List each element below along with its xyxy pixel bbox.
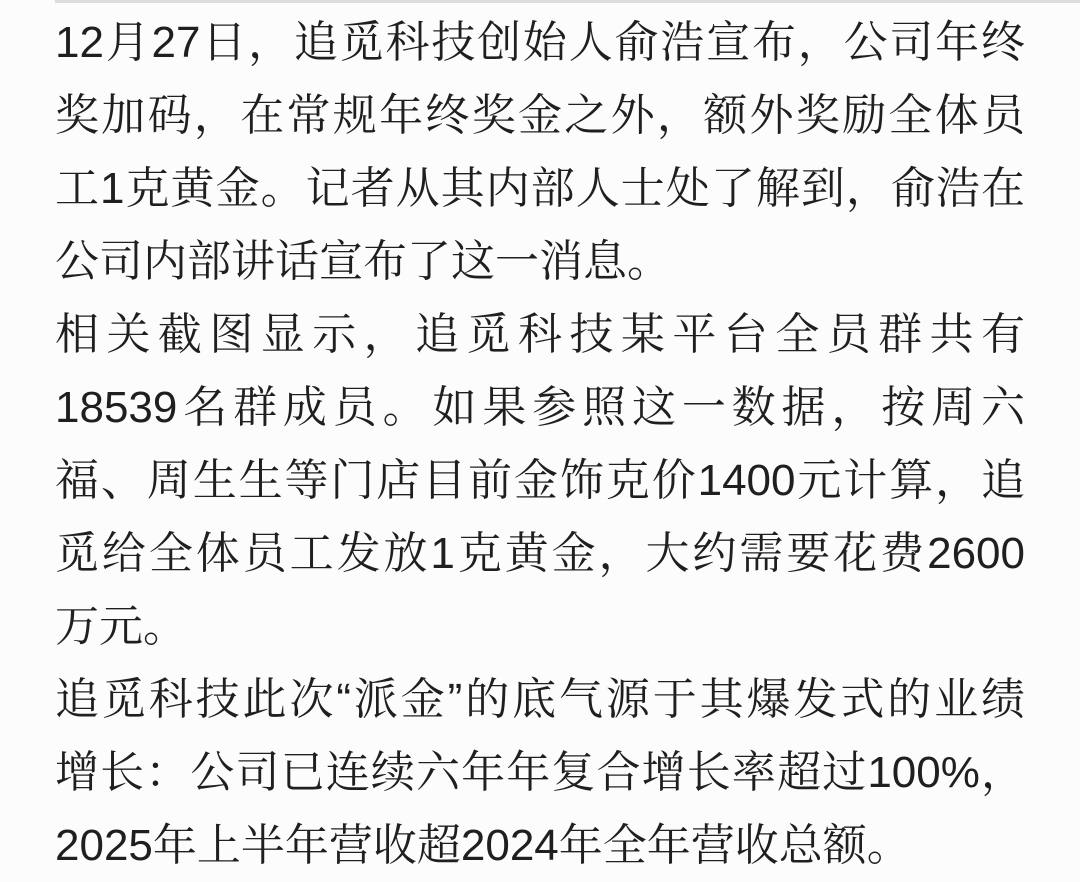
cropped-image-edge [55,0,1080,3]
text-line: 18539名群成员。如果参照这一数据，按周六 [55,383,1025,432]
text-line: 奖加码，在常规年终奖金之外，额外奖励全体员 [55,91,1025,140]
text-line: 12月27日，追觅科技创始人俞浩宣布，公司年终 [55,18,1025,67]
paragraph [55,298,1025,663]
text-line: 2025年上半年营收超2024年全年营收总额。 [55,821,911,870]
text-line: 工1克黄金。记者从其内部人士处了解到，俞浩在 [55,164,1025,213]
text-line: 福、周生生等门店目前金饰克价1400元计算，追 [55,456,1025,505]
text-line: 追觅科技此次“派金”的底气源于其爆发式的业绩 [55,675,1025,724]
text-line: 相关截图显示，追觅科技某平台全员群共有 [55,310,1025,359]
paragraph [55,663,1025,882]
text-line: 公司内部讲话宣布了这一消息。 [55,237,671,286]
text-line: 增长：公司已连续六年年复合增长率超过100%， [55,748,1025,797]
text-line: 万元。 [55,602,187,651]
paragraph [55,6,1025,298]
text-line: 觅给全体员工发放1克黄金，大约需要花费2600 [55,529,1025,578]
